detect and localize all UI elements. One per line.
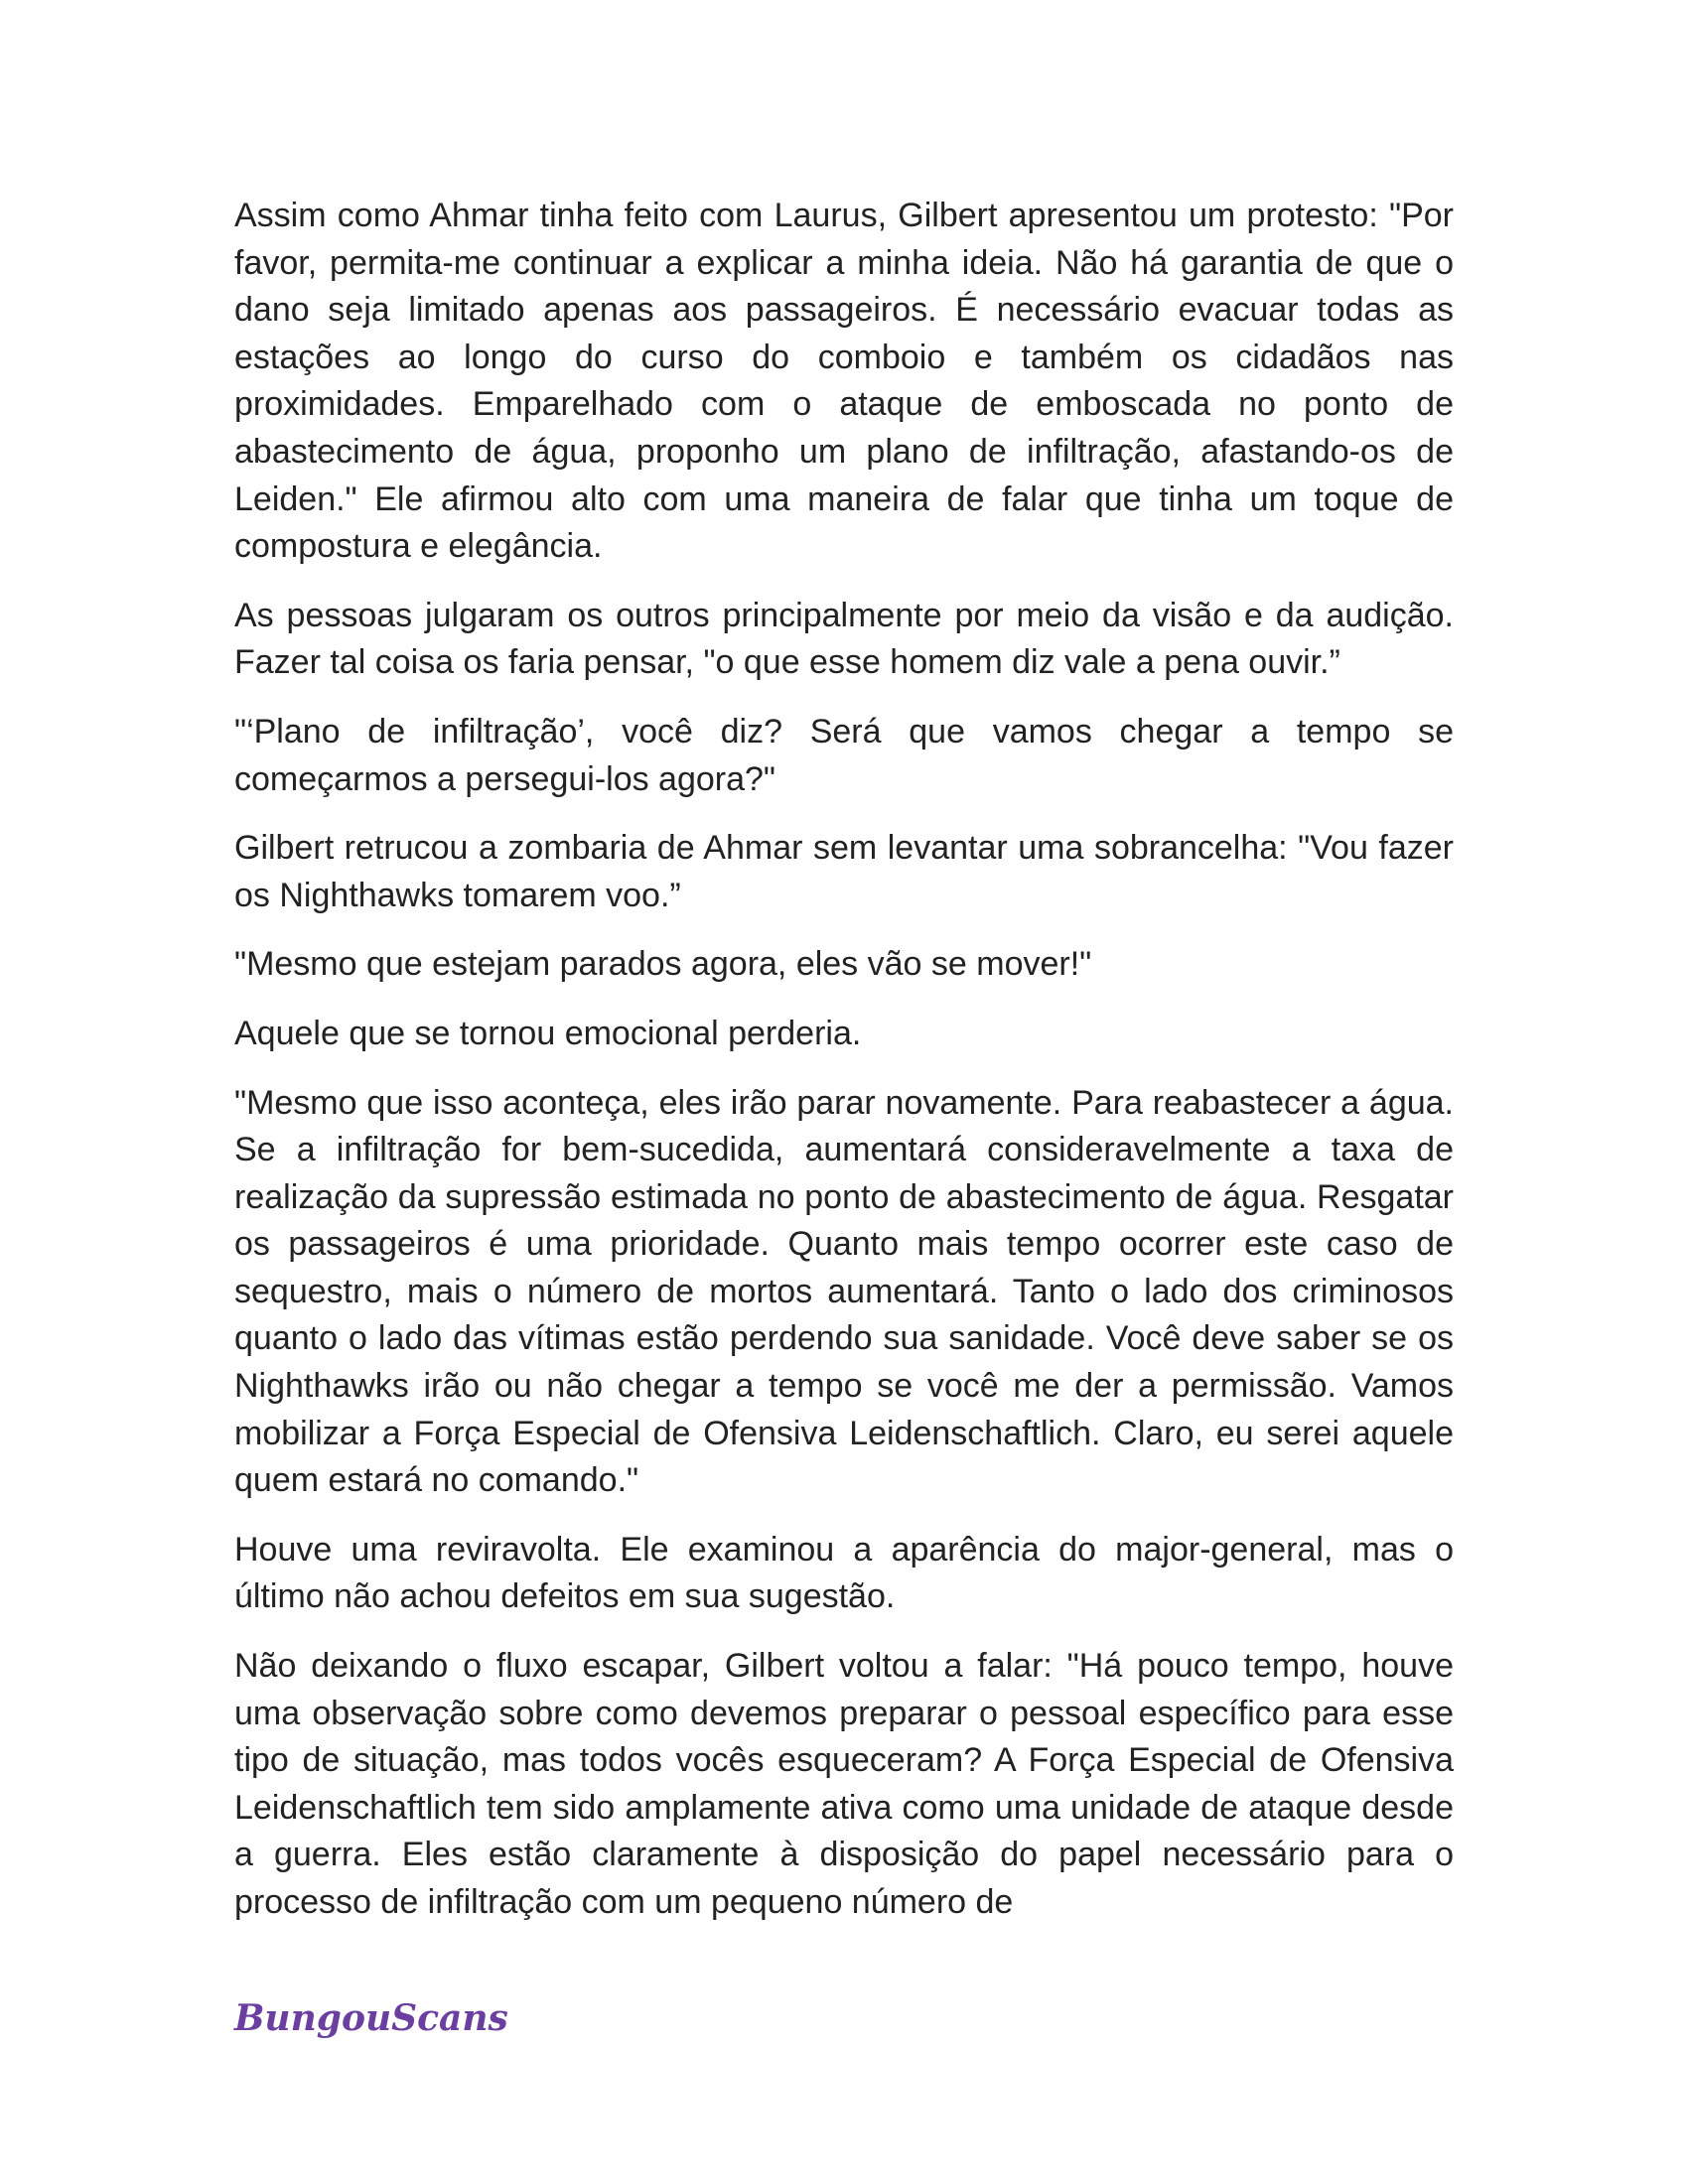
paragraph-1: Assim como Ahmar tinha feito com Laurus, Gilbert apresentou um protesto: "Por favor, permita-me continuar a explicar a minha ideia. Não há garantia de que o dano seja limitado apenas aos passageiros. É necessário evacuar todas as estações ao longo do curso do comboio e também os cidadãos nas proximidades. Emparelhado com o ataque de emboscada no ponto de abastecimento de água, proponho um plano de infiltração, afastando-os de Leiden." Ele afirmou alto com uma maneira de falar que tinha um toque de compostura e elegância. <box>234 197 1454 566</box>
paragraph-7: "Mesmo que isso aconteça, eles irão parar novamente. Para reabastecer a água. Se a infiltração for bem-sucedida, aumentará consideravelmente a taxa de realização da supressão estimada no ponto de abastecimento de água. Resgatar os passageiros é uma prioridade. Quanto mais tempo ocorrer este caso de sequestro, mais o número de mortos aumentará. Tanto o lado dos criminosos quanto o lado das vítimas estão perdendo sua sanidade. Você deve saber se os Nighthawks irão ou não chegar a tempo se você me der a permissão. Vamos mobilizar a Força Especial de Ofensiva Leidenschaftlich. Claro, eu serei aquele quem estará no comando." <box>234 1083 1454 1500</box>
document-body <box>234 193 1454 1949</box>
paragraph-4: Gilbert retrucou a zombaria de Ahmar sem levantar uma sobrancelha: "Vou fazer os Nighthawks tomarem voo.” <box>234 829 1454 914</box>
watermark-logo: BungouScans <box>234 1997 508 2039</box>
paragraph-9: Não deixando o fluxo escapar, Gilbert voltou a falar: "Há pouco tempo, houve uma observação sobre como devemos preparar o pessoal específico para esse tipo de situação, mas todos vocês esqueceram? A Força Especial de Ofensiva Leidenschaftlich tem sido amplamente ativa como uma unidade de ataque desde a guerra. Eles estão claramente à disposição do papel necessário para o processo de infiltração com um pequeno número de <box>234 1647 1454 1921</box>
paragraph-5: "Mesmo que estejam parados agora, eles vão se mover!" <box>234 945 1092 984</box>
paragraph-8: Houve uma reviravolta. Ele examinou a aparência do major-general, mas o último não achou defeitos em sua sugestão. <box>234 1530 1454 1616</box>
paragraph-3: "‘Plano de infiltração’, você diz? Será que vamos chegar a tempo se começarmos a persegui-los agora?" <box>234 712 1454 798</box>
paragraph-6: Aquele que se tornou emocional perderia. <box>234 1014 862 1052</box>
paragraph-2: As pessoas julgaram os outros principalmente por meio da visão e da audição. Fazer tal coisa os faria pensar, "o que esse homem diz vale a pena ouvir.” <box>234 596 1454 682</box>
